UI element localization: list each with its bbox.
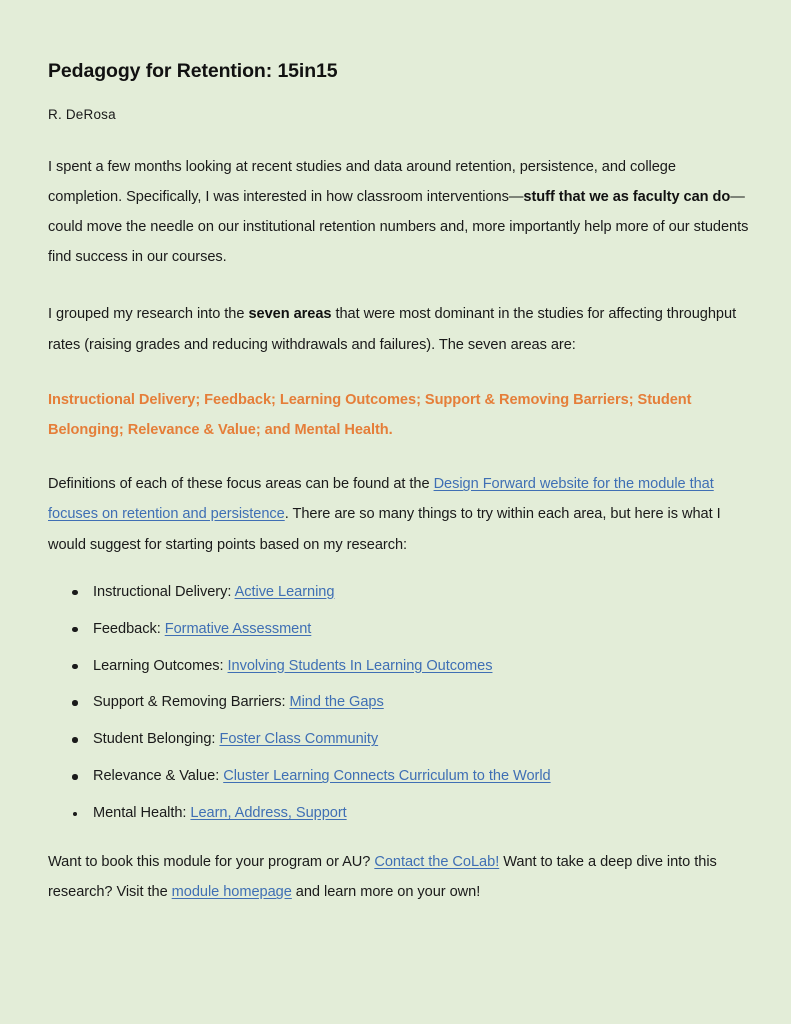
list-item-label: Support & Removing Barriers: xyxy=(93,694,290,711)
learn-address-support-link[interactable]: Learn, Address, Support xyxy=(190,805,347,822)
list-item xyxy=(48,692,749,714)
bullet-icon xyxy=(72,700,78,706)
list-item-label: Feedback: xyxy=(93,620,165,637)
list-item xyxy=(48,766,749,788)
bullet-icon xyxy=(72,737,78,743)
closing-text-part-2: Want to take a deep dive into this research? Visit the xyxy=(48,854,717,901)
intro-bold-phrase: stuff that we as faculty can do xyxy=(523,188,731,205)
definitions-text-part-2: . There are so many things to try within each area, but here is what I would suggest for starting points based on my research: xyxy=(48,506,721,553)
grouping-paragraph xyxy=(48,299,749,359)
bullet-icon xyxy=(73,812,77,816)
intro-text-part-1: I spent a few months looking at recent studies and data around retention, persistence, and college completion. Specifically, I was interested in how classroom interventions— xyxy=(48,158,676,205)
list-item-label: Student Belonging: xyxy=(93,731,220,748)
closing-text-part-3: and learn more on your own! xyxy=(291,884,481,901)
module-homepage-link[interactable]: module homepage xyxy=(171,884,292,901)
design-forward-module-link[interactable]: Design Forward website for the module that focuses on retention and persistence xyxy=(48,476,714,523)
definitions-paragraph xyxy=(48,469,749,560)
focus-area-list xyxy=(48,582,749,825)
bullet-icon xyxy=(72,590,78,596)
list-item xyxy=(48,803,749,825)
contact-colab-link[interactable]: Contact the CoLab! xyxy=(374,854,500,871)
involving-students-link[interactable]: Involving Students In Learning Outcomes xyxy=(227,657,493,674)
closing-text-part-1: Want to book this module for your program or AU? xyxy=(48,854,375,871)
grouping-bold-phrase: seven areas xyxy=(248,306,332,323)
grouping-text-part-2: that were most dominant in the studies for affecting throughput rates (raising grades and reducing withdrawals and failures). The seven areas are: xyxy=(48,306,737,353)
list-item-label: Mental Health: xyxy=(93,805,191,822)
list-item-label: Learning Outcomes: xyxy=(93,657,228,674)
page-title: Pedagogy for Retention: 15in15 xyxy=(48,60,338,82)
author-byline: R. DeRosa xyxy=(48,107,116,123)
mind-the-gaps-link[interactable]: Mind the Gaps xyxy=(289,694,384,711)
cluster-learning-link[interactable]: Cluster Learning Connects Curriculum to the World xyxy=(223,768,551,785)
bullet-icon xyxy=(72,664,78,670)
list-item xyxy=(48,729,749,751)
active-learning-link[interactable]: Active Learning xyxy=(234,583,335,600)
foster-class-community-link[interactable]: Foster Class Community xyxy=(219,731,379,748)
bullet-icon xyxy=(72,627,78,633)
list-item-label: Relevance & Value: xyxy=(93,768,224,785)
seven-areas-highlight: Instructional Delivery; Feedback; Learning Outcomes; Support & Removing Barriers; Student Belonging; Relevance & Value; and Mental Health. xyxy=(48,391,692,438)
closing-paragraph xyxy=(48,847,749,907)
grouping-text-part-1: I grouped my research into the xyxy=(48,306,249,323)
list-item xyxy=(48,656,749,678)
intro-text-part-2: —could move the needle on our institutional retention numbers and, more importantly help more of our students find success in our courses. xyxy=(48,188,749,266)
list-item xyxy=(48,582,749,604)
intro-paragraph xyxy=(48,152,749,273)
formative-assessment-link[interactable]: Formative Assessment xyxy=(164,620,312,637)
list-item-label: Instructional Delivery: xyxy=(93,583,235,600)
list-item xyxy=(48,619,749,641)
definitions-text-part-1: Definitions of each of these focus areas can be found at the xyxy=(48,476,434,493)
bullet-icon xyxy=(72,774,78,780)
